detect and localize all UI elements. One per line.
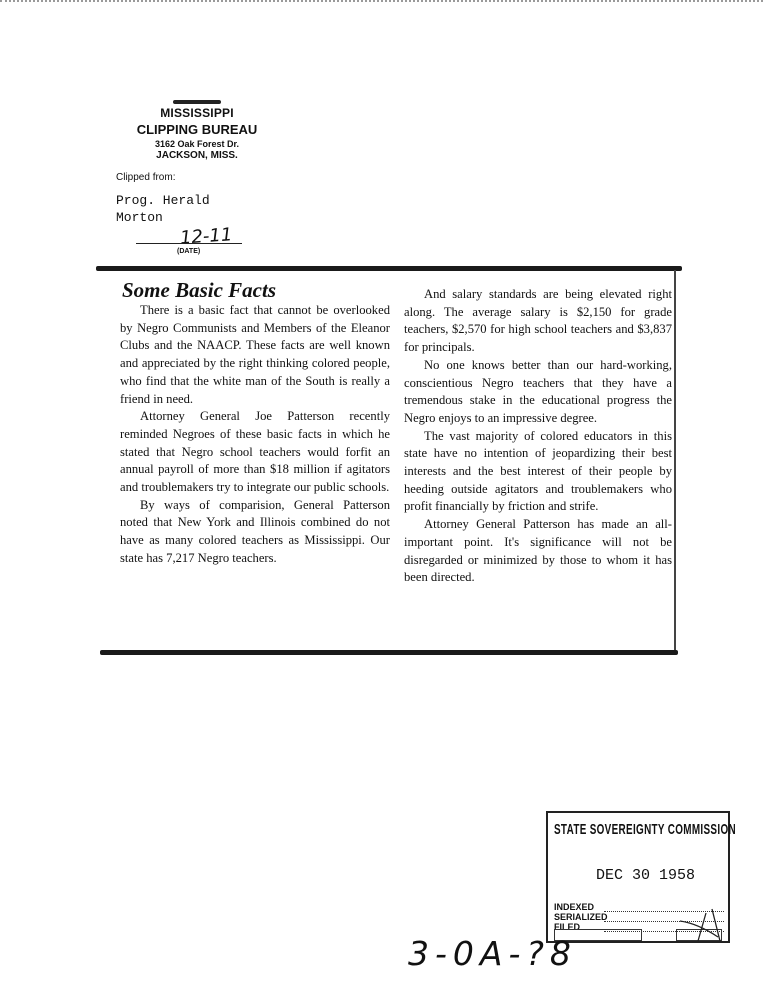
- date-label: (DATE): [177, 248, 201, 255]
- bureau-address: 3162 Oak Forest Dr.: [154, 139, 240, 149]
- stamp-field-filed: FILED: [554, 922, 580, 932]
- bureau-logo-bar: [173, 100, 221, 104]
- stamp-date: DEC 30 1958: [596, 867, 696, 884]
- article-column-right: [404, 286, 672, 587]
- bureau-state: MISSISSIPPI: [160, 106, 234, 120]
- article-paragraph: No one knows better than our hard-working, conscientious Negro teachers that they have a tremendous stake in the educational progress the Negro enjoys to an impressive degree.: [404, 357, 672, 425]
- date-underline: [136, 243, 242, 244]
- article-paragraph: There is a basic fact that cannot be overlooked by Negro Communists and Members of the Eleanor Clubs and the NAACP. These facts are well known and appreciated by the right thinking colored people, who find that the white man of the South is really a friend in need.: [120, 303, 390, 406]
- handwritten-check-mark: [676, 903, 732, 943]
- sovereignty-commission-stamp: [546, 811, 736, 943]
- bureau-name: CLIPPING BUREAU: [136, 122, 258, 137]
- article-paragraph: By ways of comparision, General Patterson noted that New York and Illinois combined do not have as many colored teachers as Mississippi. Our state has 7,217 Negro teachers.: [120, 497, 390, 565]
- article-paragraph: Attorney General Joe Patterson recently reminded Negroes of these basic facts in which he stated that Negro school teachers would forfit an annual payroll of more than $18 million if agitators and troublemakers try to integrate our public schools.: [120, 409, 390, 495]
- stamp-field-serialized: SERIALIZED: [554, 912, 608, 922]
- clipping-bureau-header: [112, 100, 282, 161]
- article-paragraph: And salary standards are being elevated right along. The average salary is $2,150 for grade teachers, $2,570 for high school teachers and $3,837 for principals.: [404, 287, 672, 355]
- scan-edge-dots: [0, 0, 763, 6]
- clipping-bottom-rule: [100, 650, 678, 655]
- article-column-left: [120, 302, 390, 568]
- handwritten-file-number: 3-0A-?8: [408, 934, 577, 973]
- article-headline: Some Basic Facts: [122, 278, 277, 302]
- newspaper-place: Morton: [116, 210, 163, 225]
- article-paragraph: Attorney General Patterson has made an all-important point. It's significance will not be disregarded or minimized by those to whom it has been directed.: [404, 517, 672, 585]
- clipping-right-edge: [674, 270, 676, 652]
- article-paragraph: The vast majority of colored educators in this state have no intention of jeopardizing their best interests and the best interest of their people by heeding outside agitators and troublemakers who profit financially by friction and strife.: [404, 428, 672, 514]
- bureau-city: JACKSON, MISS.: [156, 150, 238, 161]
- clipping-top-rule: [96, 266, 682, 271]
- newspaper-name: Prog. Herald: [116, 193, 210, 208]
- stamp-field-indexed: INDEXED: [554, 902, 595, 912]
- stamp-title: STATE SOVEREIGNTY COMMISSION: [554, 821, 736, 838]
- handwritten-date: 12-11: [179, 224, 233, 249]
- clipped-from-label: Clipped from:: [116, 172, 176, 183]
